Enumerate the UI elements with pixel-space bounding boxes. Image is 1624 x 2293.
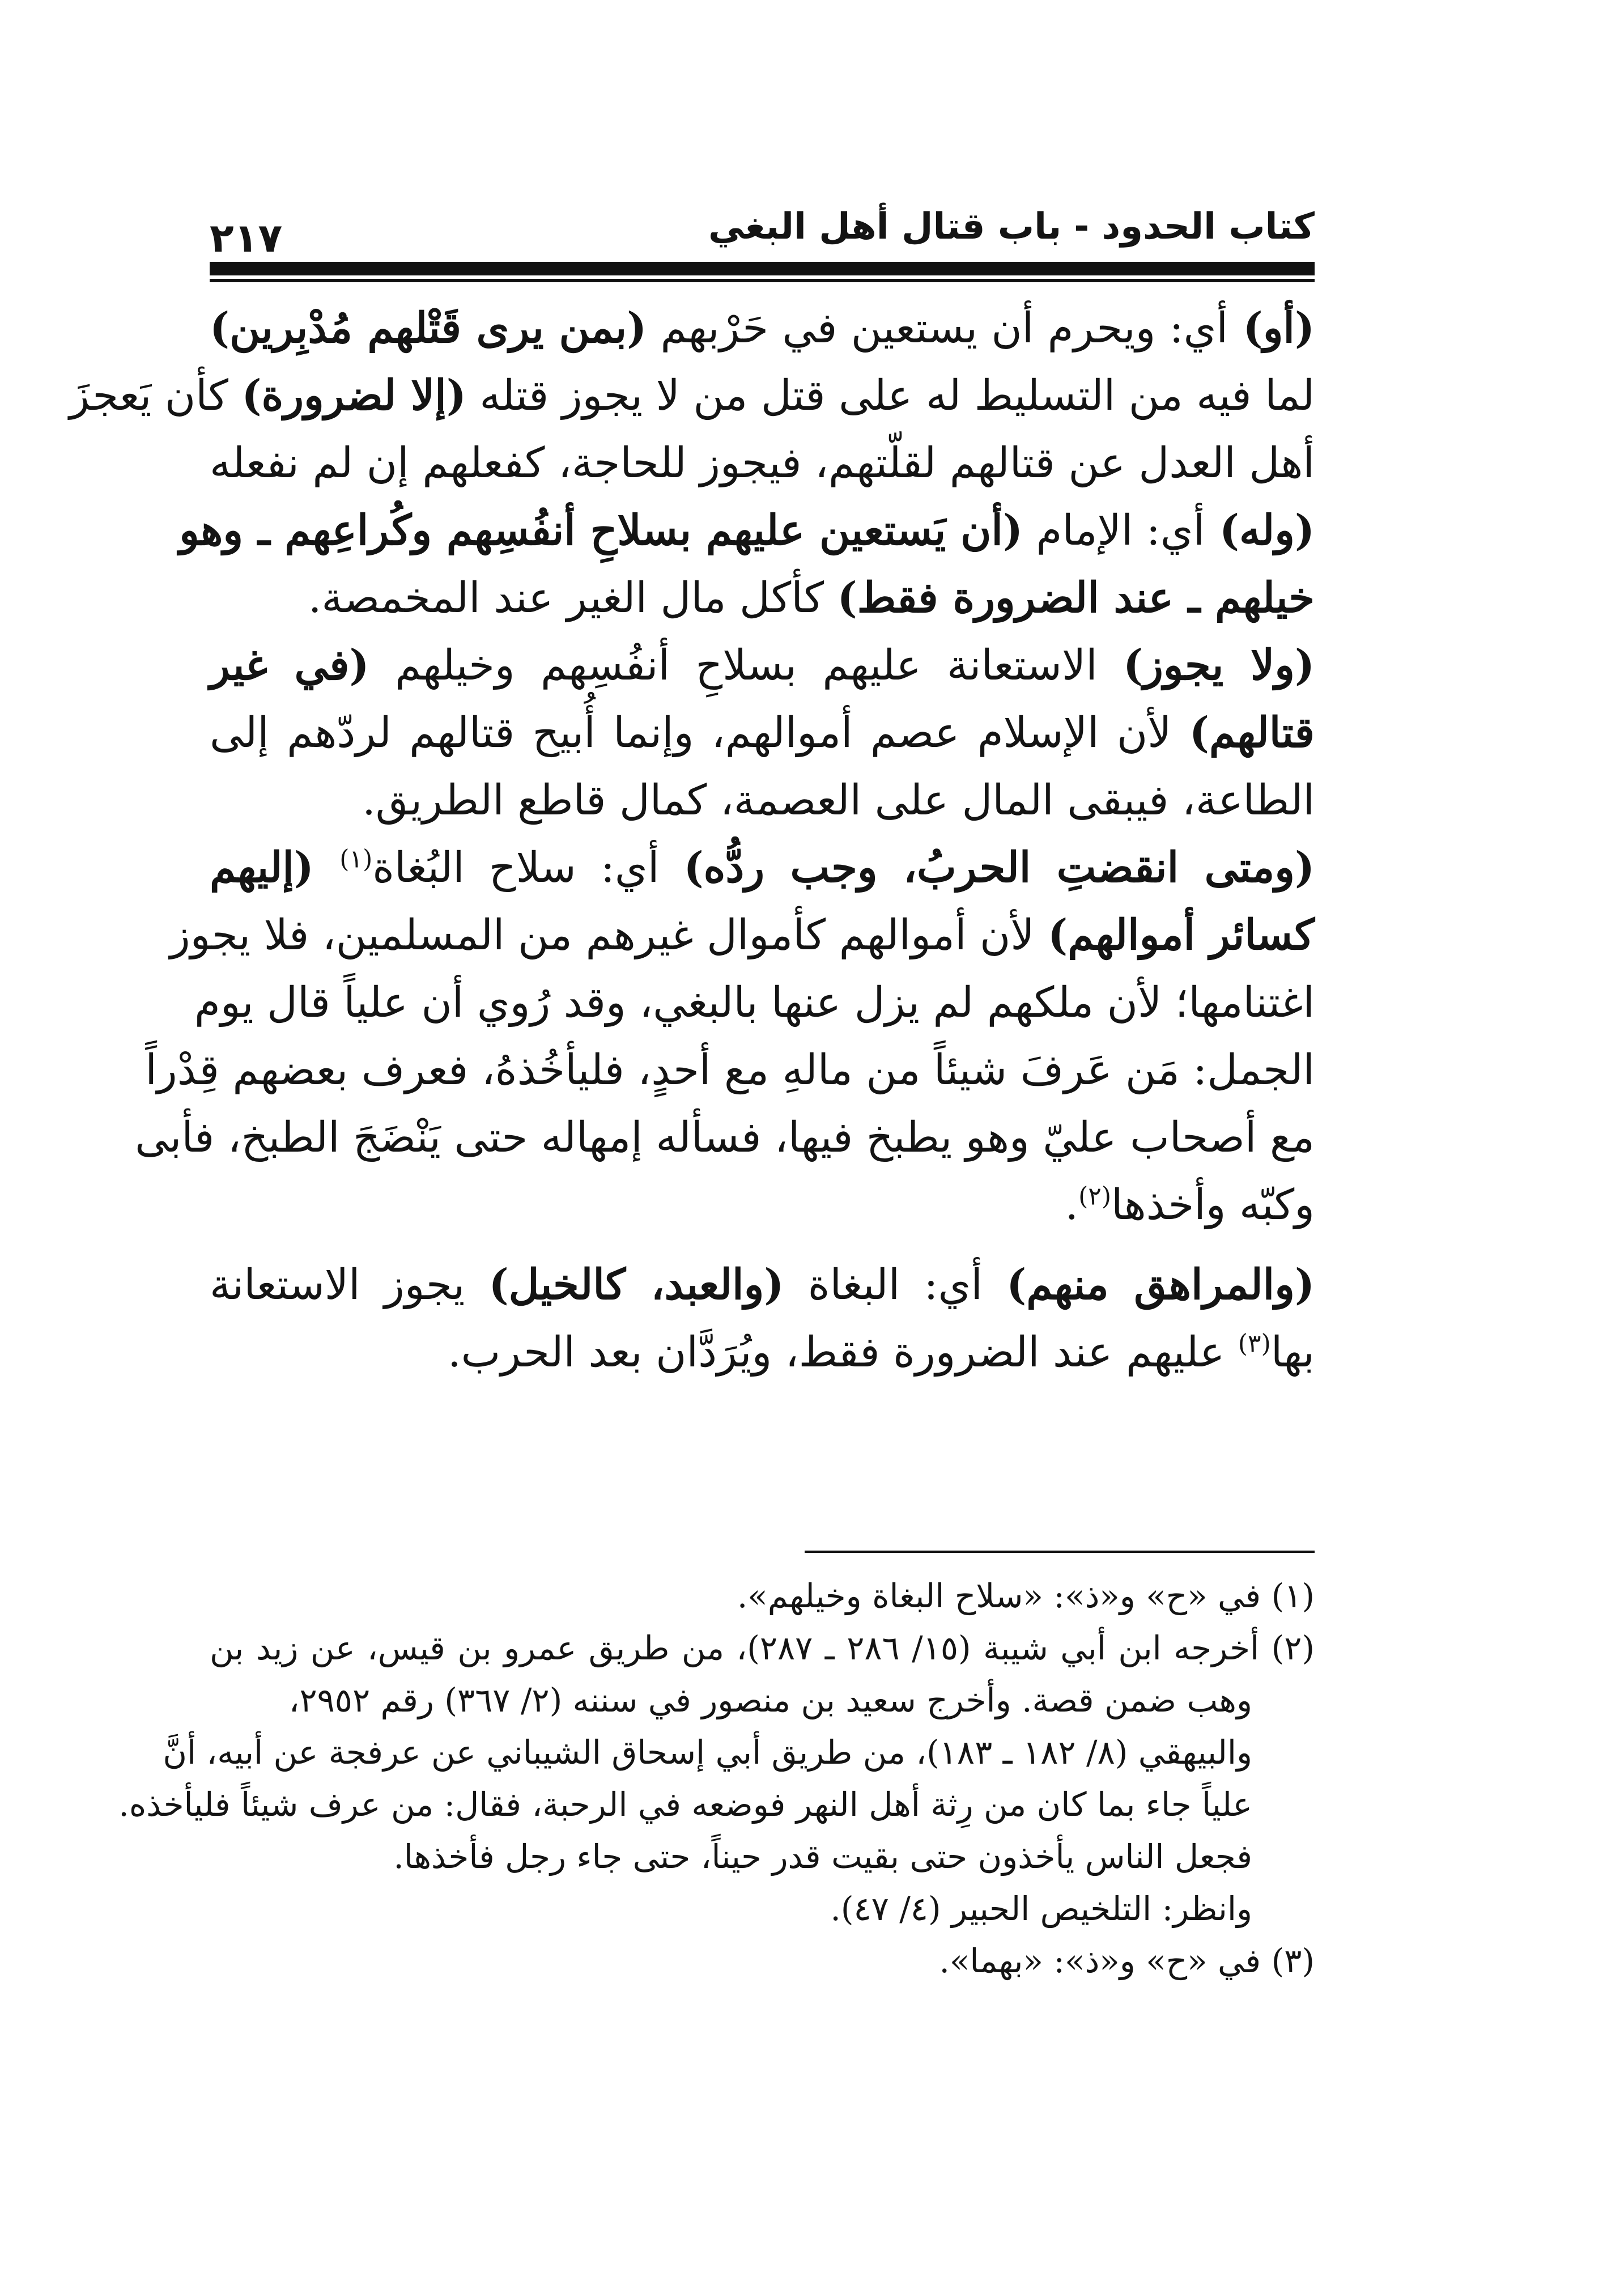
footnote-ref: (٣) xyxy=(1238,1329,1271,1358)
footnote-number: (٣) xyxy=(1271,1942,1315,1980)
text-line: كسائر أموالهم) لأن أموالهم كأموال غيرهم من المسلمين، فلا يجوز xyxy=(169,911,1315,959)
footnote-continuation: فجعل الناس يأخذون حتى بقيت قدر حيناً، حتى جاء رجل فأخذها. xyxy=(393,1837,1252,1876)
footnote-continuation: وهب ضمن قصة. وأخرج سعيد بن منصور في سننه (٢/ ٣٦٧) رقم ٢٩٥٢، xyxy=(288,1681,1252,1719)
main-text xyxy=(69,295,1315,1386)
footnote-divider xyxy=(805,1551,1315,1553)
footnote: (٣) في «ح» و«ذ»: «بهما». xyxy=(939,1942,1315,1980)
text-line: الجمل: مَن عَرفَ شيئاً من مالهِ مع أحدٍ، فليأخُذهُ، فعرف بعضهم قِدْراً xyxy=(145,1046,1315,1094)
page-number: ٢١٧ xyxy=(210,215,283,261)
text-line: قتالهم) لأن الإسلام عصم أموالهم، وإنما أُبيح قتالهم لردّهم إلى xyxy=(210,708,1315,757)
text-line: لما فيه من التسليط له على قتل من لا يجوز قتله (إلا لضرورة) كأن يَعجزَ xyxy=(69,371,1315,420)
footnote-number: (١) xyxy=(1271,1577,1315,1615)
footnote-number: (٢) xyxy=(1271,1629,1315,1667)
footnote: (٢) أخرجه ابن أبي شيبة (١٥/ ٢٨٦ ـ ٢٨٧)، من طريق عمرو بن قيس، عن زيد بن xyxy=(210,1629,1315,1667)
text-line: اغتنامها؛ لأن ملكهم لم يزل عنها بالبغي، وقد رُوي أن علياً قال يوم xyxy=(194,978,1315,1027)
text-line: (أو) أي: ويحرم أن يستعين في حَرْبهم (بمن يرى قَتْلهم مُدْبِرين) xyxy=(210,304,1315,353)
text-line: الطاعة، فيبقى المال على العصمة، كمال قاطع الطريق. xyxy=(362,776,1315,825)
text-line: (ولا يجوز) الاستعانة عليهم بسلاحِ أنفُسِهم وخيلهم (في غير xyxy=(210,641,1315,690)
footnote-continuation: علياً جاء بما كان من رِثة أهل النهر فوضعه في الرحبة، فقال: من عرف شيئاً فليأخذه. xyxy=(118,1785,1252,1824)
text-line: (ومتى انقضتِ الحربُ، وجب ردُّه) أي: سلاح البُغاة$^{(١)}$ (إليهم xyxy=(210,843,1315,892)
text-line: (وله) أي: الإمام (أن يَستعين عليهم بسلاحِ أنفُسِهم وكُراعِهم ـ وهو xyxy=(179,506,1315,555)
footnote-ref: (١) xyxy=(339,844,373,874)
footnote-continuation: والبيهقي (٨/ ١٨٢ ـ ١٨٣)، من طريق أبي إسحاق الشيباني عن عرفجة عن أبيه، أنَّ xyxy=(163,1733,1252,1772)
chapter-title: كتاب الحدود - باب قتال أهل البغي xyxy=(708,206,1315,248)
running-header xyxy=(210,196,1315,261)
header-divider-thin xyxy=(210,279,1315,282)
text-line: وكبّه وأخذها$^{(٢)}$. xyxy=(1065,1181,1315,1229)
text-line: (والمراهق منهم) أي: البغاة (والعبد، كالخيل) يجوز الاستعانة xyxy=(210,1260,1315,1309)
text-line: أهل العدل عن قتالهم لقلّتهم، فيجوز للحاجة، كفعلهم إن لم نفعله xyxy=(210,439,1315,487)
text-line: خيلهم ـ عند الضرورة فقط) كأكل مال الغير عند المخمصة. xyxy=(308,574,1315,622)
footnotes xyxy=(118,1570,1315,1987)
footnote-ref: (٢) xyxy=(1078,1182,1112,1211)
header-divider xyxy=(210,262,1315,275)
footnote-continuation: وانظر: التلخيص الحبير (٤/ ٤٧). xyxy=(830,1889,1252,1928)
footnote: (١) في «ح» و«ذ»: «سلاح البغاة وخيلهم». xyxy=(737,1577,1315,1615)
text-line: مع أصحاب عليّ وهو يطبخ فيها، فسأله إمهاله حتى يَنْضَجَ الطبخ، فأبى xyxy=(135,1113,1315,1162)
text-line: بها$^{(٣)}$ عليهم عند الضرورة فقط، ويُرَدَّان بعد الحرب. xyxy=(448,1328,1315,1377)
